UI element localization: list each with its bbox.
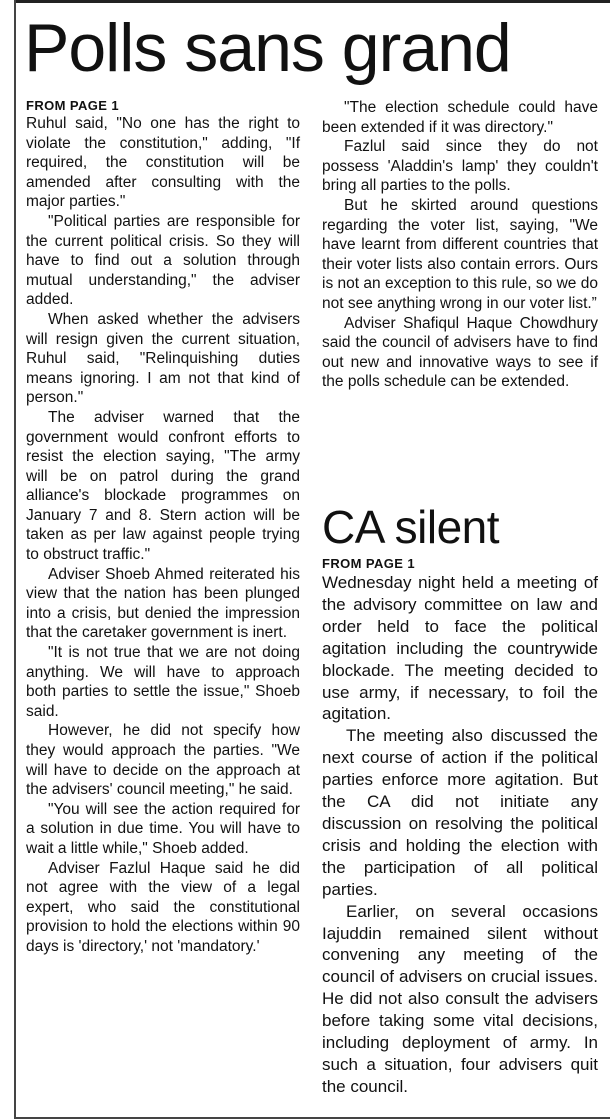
clipping-left-border	[14, 0, 16, 1119]
story2-paragraph: The meeting also discussed the next course of action if the political parties enforce more agitation. But the CA did not initiate any discussion on resolving the political crisis and holding the election with the participation of all political parties.	[322, 726, 598, 899]
story1-paragraph: "It is not true that we are not doing anything. We will have to approach both parties to settle the issue," Shoeb said.	[26, 644, 300, 720]
headline: Polls sans grand	[24, 10, 511, 86]
story1-paragraph: "Political parties are responsible for the current political crisis. So they will have to find out a solution through mutual understanding," the adviser added.	[26, 212, 300, 309]
story1-right-column	[322, 98, 598, 392]
story1-paragraph: "The election schedule could have been extended if it was directory."	[322, 99, 598, 136]
story1-paragraph: But he skirted around questions regarding the voter list, saying, "We have learnt from different countries that their voter lists also contain errors. Ours is not an exception to this rule, so we do not see anything wrong in our voter list.”	[322, 196, 598, 312]
story2-paragraph: Wednesday night held a meeting of the advisory committee on law and order held to face the political agitation including the countrywide blockade. The meeting decided to use army, if necessary, to foil the agitation.	[322, 573, 598, 724]
story1-paragraph: Adviser Shafiqul Haque Chowdhury said the council of advisers have to find out new and innovative ways to see if the polls schedule can be extended.	[322, 314, 598, 391]
story1-left-column	[26, 98, 300, 957]
story2-paragraph: Earlier, on several occasions Iajuddin remained silent without convening any meeting of the council of advisers on crucial issues. He did not also consult the advisers before taking some vital decisions, including deployment of army. In such a situation, four advisers quit the council.	[322, 901, 598, 1096]
story1-paragraph: Adviser Shoeb Ahmed reiterated his view that the nation has been plunged into a crisis, but denied the impression that the caretaker government is inert.	[26, 565, 300, 642]
story2-column	[322, 556, 598, 1098]
story1-paragraph: Ruhul said, "No one has the right to violate the constitution," adding, "If required, the constitution will be amended after consulting with the major parties."	[26, 115, 300, 211]
story1-paragraph: When asked whether the advisers will resign given the current situation, Ruhul said, "Relinquishing duties means ignoring. I am not that kind of person."	[26, 310, 300, 407]
story1-paragraph: Adviser Fazlul Haque said he did not agree with the view of a legal expert, who said the constitutional provision to hold the elections within 90 days is 'directory,' not 'mandatory.'	[26, 859, 300, 955]
story1-paragraph: Fazlul said since they do not possess 'Aladdin's lamp' they couldn't bring all parties to the polls.	[322, 138, 598, 195]
story1-paragraph: However, he did not specify how they would approach the parties. "We will have to decide on the approach at the advisers' council meeting," he said.	[26, 722, 300, 799]
story1-paragraph: "You will see the action required for a solution in due time. You will have to wait a little while," Shoeb added.	[26, 800, 300, 857]
story2-headline: CA silent	[322, 501, 500, 553]
story1-kicker: FROM PAGE 1	[26, 98, 120, 113]
story1-paragraph: The adviser warned that the government would confront efforts to resist the election saying, "The army will be on patrol during the grand alliance's blockade programmes on January 7 and 8. Stern action will be taken as per law against people trying to obstruct traffic."	[26, 408, 300, 564]
clipping-top-border	[14, 0, 610, 3]
story2-kicker: FROM PAGE 1	[322, 556, 416, 571]
